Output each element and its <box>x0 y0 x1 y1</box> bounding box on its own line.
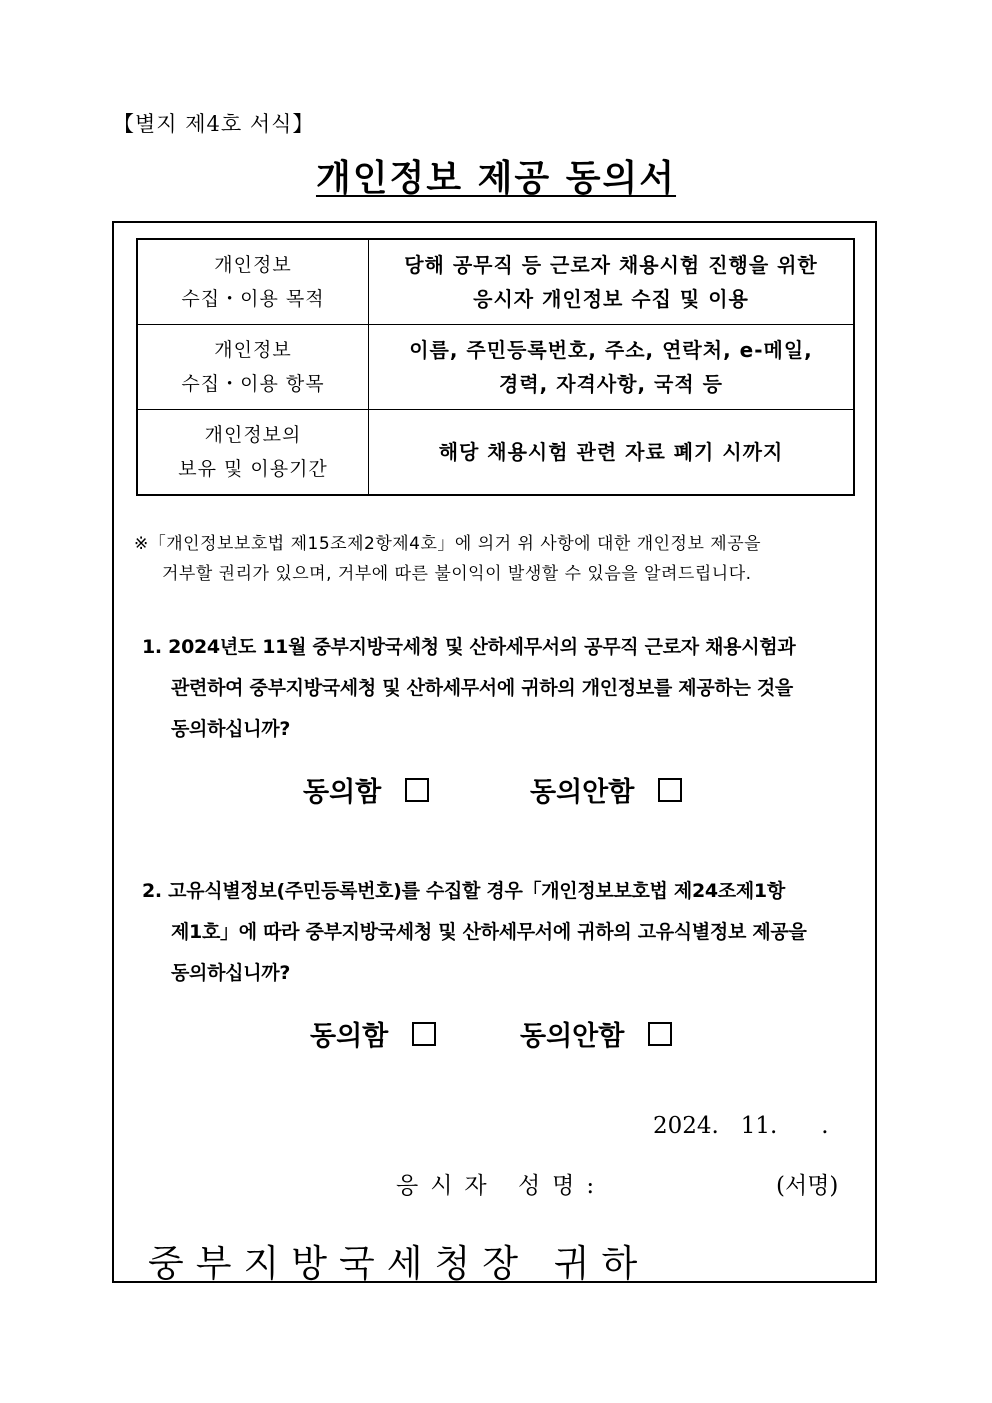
question-2 <box>142 871 875 994</box>
notice-line: ※「개인정보보호법 제15조제2항제4호」에 의거 위 사항에 대한 개인정보 제공을 <box>134 534 762 554</box>
table-row <box>137 239 854 325</box>
date-field[interactable]: 2024. 11. . <box>653 1113 829 1139</box>
question-line: 2. 고유식별정보(주민등록번호)를 수집할 경우「개인정보보호법 제24조제1항 <box>142 880 785 902</box>
question-line: 1. 2024년도 11월 중부지방국세청 및 산하세무서의 공무직 근로자 채용시험과 <box>142 636 796 658</box>
question-1 <box>142 627 875 750</box>
q1-agree-checkbox[interactable] <box>405 778 429 802</box>
row-value <box>369 239 855 325</box>
q1-disagree-option[interactable] <box>530 770 682 809</box>
rights-notice <box>134 529 874 589</box>
signature-field[interactable]: (서명) <box>776 1173 839 1199</box>
row-value <box>369 325 855 410</box>
table-row <box>137 325 854 410</box>
question-line: 관련하여 중부지방국세청 및 산하세무서에 귀하의 개인정보를 제공하는 것을 <box>171 677 793 699</box>
row-label <box>137 239 369 325</box>
row-label-line: 수집・이용 항목 <box>181 373 325 395</box>
notice-line: 거부할 권리가 있으며, 거부에 따른 불이익이 발생할 수 있음을 알려드립니다. <box>162 564 752 584</box>
agree-label: 동의함 <box>303 777 382 808</box>
document-title <box>0 150 992 201</box>
disagree-label: 동의안함 <box>520 1021 625 1052</box>
row-label-line: 수집・이용 목적 <box>181 288 325 310</box>
q2-disagree-checkbox[interactable] <box>648 1022 672 1046</box>
question-line: 제1호」에 따라 중부지방국세청 및 산하세무서에 귀하의 고유식별정보 제공을 <box>171 921 807 943</box>
form-number-label: 【별지 제4호 서식】 <box>113 112 315 136</box>
applicant-name-label: 응시자 성명: <box>396 1173 607 1199</box>
q1-agree-option[interactable] <box>303 770 429 809</box>
row-value-line: 이름, 주민등록번호, 주소, 연락처, e-메일, <box>409 338 813 362</box>
row-label-line: 개인정보의 <box>204 424 302 446</box>
q2-agree-checkbox[interactable] <box>412 1022 436 1046</box>
table-row <box>137 410 854 496</box>
row-value <box>369 410 855 496</box>
question-line: 동의하십니까? <box>171 962 291 984</box>
row-label <box>137 325 369 410</box>
q2-disagree-option[interactable] <box>520 1014 672 1053</box>
consent-info-table <box>136 238 855 496</box>
document-title-text: 개인정보 제공 동의서 <box>315 158 677 199</box>
agree-label: 동의함 <box>310 1021 389 1052</box>
q1-disagree-checkbox[interactable] <box>658 778 682 802</box>
question-line: 동의하십니까? <box>171 718 291 740</box>
row-label-line: 개인정보 <box>214 254 292 276</box>
row-label-line: 보유 및 이용기간 <box>178 458 328 480</box>
row-label-line: 개인정보 <box>214 339 292 361</box>
disagree-label: 동의안함 <box>530 777 635 808</box>
row-value-line: 경력, 자격사항, 국적 등 <box>499 372 723 396</box>
row-value-line: 응시자 개인정보 수집 및 이용 <box>473 287 749 311</box>
row-value-line: 해당 채용시험 관련 자료 폐기 시까지 <box>438 440 784 464</box>
q2-agree-option[interactable] <box>310 1014 436 1053</box>
row-value-line: 당해 공무직 등 근로자 채용시험 진행을 위한 <box>404 253 818 277</box>
row-label <box>137 410 369 496</box>
addressee: 중부지방국세청장 귀하 <box>148 1242 650 1285</box>
